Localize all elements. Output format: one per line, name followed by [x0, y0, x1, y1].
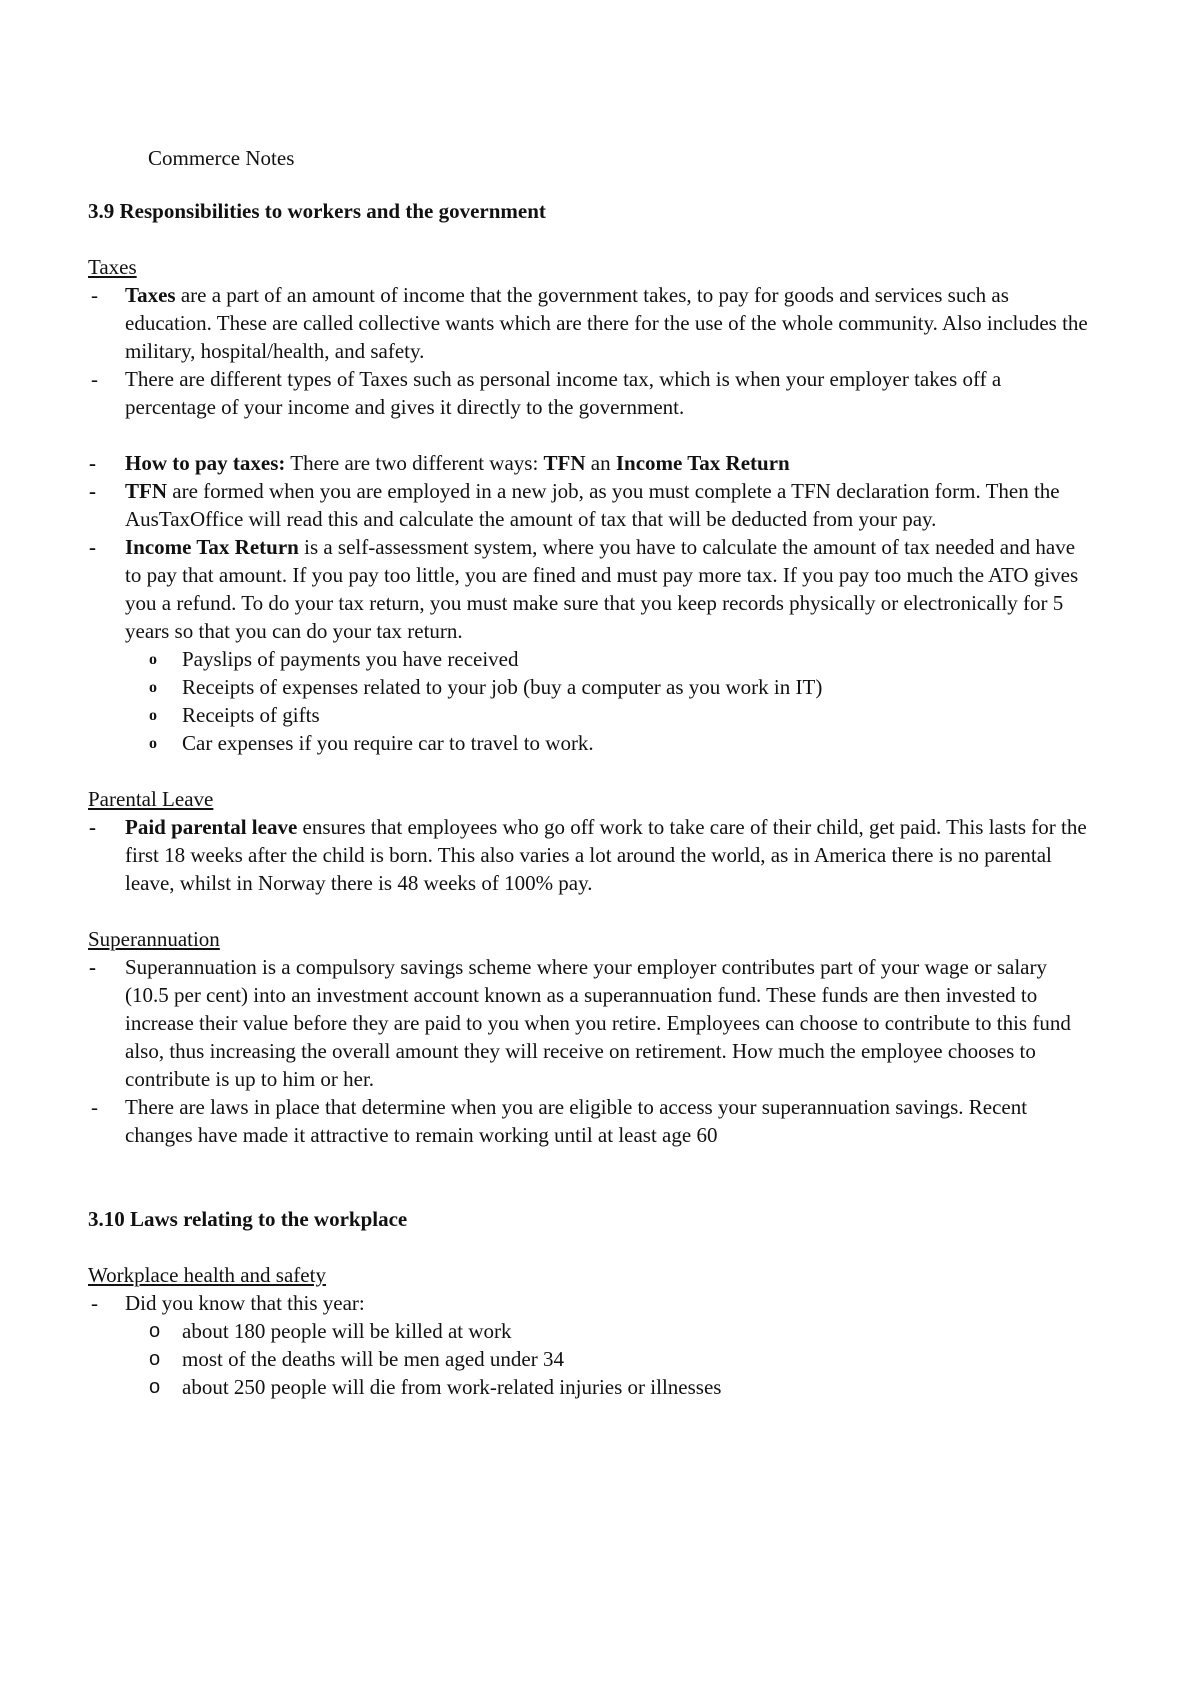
- document-page: [88, 144, 1088, 1401]
- open-circle-bullet-icon: o: [149, 1320, 161, 1342]
- list-item-record: o Receipts of expenses related to your job (buy a computer as you work in IT): [88, 673, 1088, 701]
- parental-leave-paragraph: - Paid parental leave ensures that employees who go off work to take care of their child, get paid. This lasts for the first 18 weeks after the child is born. This also varies a lot around the world, as in America there is no parental leave, whilst in Norway there is 48 weeks of 100% pay.: [89, 815, 1087, 895]
- dash-bullet: -: [89, 955, 96, 979]
- section-heading-3-10: 3.10 Laws relating to the workplace: [88, 1207, 408, 1231]
- open-circle-bullet-icon: o: [149, 1348, 161, 1370]
- whs-intro: - Did you know that this year:: [91, 1291, 365, 1315]
- taxes-paragraph-2: [88, 365, 1088, 421]
- circle-bullet-icon: o: [149, 651, 157, 668]
- superannuation-paragraph-2: - There are laws in place that determine when you are eligible to access your superannuation savings. Recent changes have made it attractive to remain working until at least age 60: [91, 1095, 1028, 1147]
- list-item-fact: o about 180 people will be killed at work: [149, 1319, 512, 1343]
- dash-bullet: -: [89, 451, 96, 475]
- taxes-paragraph-2-text: There are different types of Taxes such as personal income tax, which is when your employer takes off a percentage of your income and gives it directly to the government.: [125, 367, 1002, 419]
- income-tax-return-paragraph: - Income Tax Return is a self-assessment system, where you have to calculate the amount of tax needed and have to pay that amount. If you pay too little, you are fined and must pay more tax. If you pay too much the ATO gives you a refund. To do your tax return, you must make sure that you keep records physically or electronically for 5 years so that you can do your tax return.: [89, 535, 1079, 643]
- dash-bullet: -: [91, 1095, 98, 1119]
- list-item-record: o Receipts of gifts: [88, 701, 1088, 729]
- term-how-to-pay: How to pay taxes:: [125, 451, 286, 475]
- superannuation-paragraph-1: - Superannuation is a compulsory savings scheme where your employer contributes part of your wage or salary (10.5 per cent) into an investment account known as a superannuation fund. These funds are then invested to increase their value before they are paid to you when you retire. Employees can choose to contribute to this fund also, thus increasing the overall amount they will receive on retirement. How much the employee chooses to contribute is up to him or her.: [89, 955, 1071, 1091]
- dash-bullet: -: [89, 815, 96, 839]
- section-heading-3-9: 3.9 Responsibilities to workers and the government: [88, 199, 546, 223]
- dash-bullet: -: [89, 535, 96, 559]
- list-item-record: o Car expenses if you require car to travel to work.: [88, 729, 1088, 757]
- dash-bullet: -: [89, 479, 96, 503]
- circle-bullet-icon: o: [149, 679, 157, 696]
- subheading-taxes: Taxes: [88, 255, 137, 279]
- term-taxes: Taxes: [125, 283, 176, 307]
- subheading-superannuation: Superannuation: [88, 927, 220, 951]
- list-item-fact: o about 250 people will die from work-related injuries or illnesses: [149, 1375, 722, 1399]
- list-item-record: o Payslips of payments you have received: [88, 645, 1088, 673]
- taxes-paragraph-1-text: are a part of an amount of income that the government takes, to pay for goods and services such as education. These are called collective wants which are there for the use of the whole community. Also includes the military, hospital/health, and safety.: [125, 283, 1088, 363]
- tfn-paragraph: - TFN are formed when you are employed in a new job, as you must complete a TFN declaration form. Then the AusTaxOffice will read this and calculate the amount of tax that will be deducted from your pay.: [89, 479, 1060, 531]
- term-income-tax-return: Income Tax Return: [615, 451, 790, 475]
- how-to-pay-taxes: - How to pay taxes: There are two different ways: TFN an Income Tax Return: [89, 451, 790, 475]
- circle-bullet-icon: o: [149, 707, 157, 724]
- term-tfn: TFN: [543, 451, 586, 475]
- term-tfn: TFN: [125, 479, 167, 503]
- dash-bullet: -: [91, 283, 98, 307]
- document-title: Commerce Notes: [148, 146, 295, 170]
- dash-bullet: -: [91, 367, 98, 391]
- open-circle-bullet-icon: o: [149, 1376, 161, 1398]
- dash-bullet: -: [91, 1291, 98, 1315]
- subheading-parental-leave: Parental Leave: [88, 787, 214, 811]
- term-income-tax-return: Income Tax Return: [125, 535, 299, 559]
- subheading-workplace-health-safety: Workplace health and safety: [88, 1263, 326, 1287]
- taxes-paragraph-1: [88, 281, 1088, 365]
- list-item-fact: o most of the deaths will be men aged under 34: [149, 1347, 564, 1371]
- term-paid-parental-leave: Paid parental leave: [125, 815, 298, 839]
- circle-bullet-icon: o: [149, 735, 157, 752]
